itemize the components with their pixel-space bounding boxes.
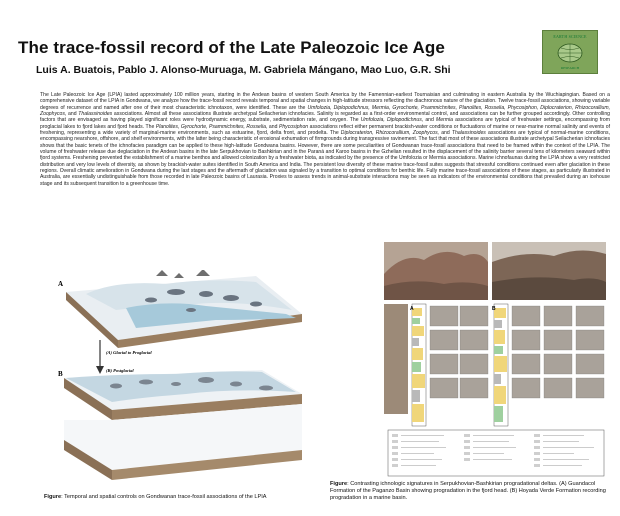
label-postglacial: (B) Postglacial bbox=[106, 368, 134, 373]
poster-title: The trace-fossil record of the Late Paleozoic Ice Age bbox=[18, 38, 445, 57]
abstract-taxon-names: Thalassinoides bbox=[451, 130, 486, 137]
figure-right-caption bbox=[330, 481, 616, 502]
figure-left-illustration bbox=[56, 270, 306, 485]
outcrop-photos-and-sections bbox=[384, 242, 606, 479]
figure-right-panel-b-label: B bbox=[492, 306, 496, 312]
abstract-sentence: and bbox=[439, 130, 452, 137]
logo-top-text: EARTH SCIENCE bbox=[553, 34, 587, 39]
globe-icon bbox=[551, 43, 589, 63]
figure-left-caption-label: Figure bbox=[44, 494, 62, 500]
abstract-taxon-names: Mermia bbox=[435, 117, 453, 124]
abstract-taxon-names: Diplocraterion, Rhizocorallium, Zoophycos, bbox=[340, 130, 440, 137]
abstract-taxon-names: Phycosiphon bbox=[278, 123, 309, 130]
abstract-sentence: and bbox=[66, 111, 79, 118]
abstract-sentence: The Late Paleozoic Ice Age (LPIA) lasted approximately 100 million years, starting in the Andean basins of western South America by the Famennian-earliest Tournaisian and culminating in eastern Australia by the Wuchiapingian. Based on a comprehensive dataset of the LPIA in Gondwana, we analyze how the trace-fossil record reveals temporal and spatial changes in high-latitude stressors reflecting the diachronous nature of the glaciation. Twelve trace-fossil associations, showing variable degrees of recurrence and named after one of their most characteristic ichnotaxon, were identified. These are the bbox=[40, 92, 610, 111]
journal-logo bbox=[542, 30, 598, 74]
author-list: Luis A. Buatois, Pablo J. Alonso-Muruaga, M. Gabriela Mángano, Mao Luo, G.R. Shi bbox=[36, 64, 451, 76]
abstract-sentence: associations reflect either permanent brackish-water conditions or fluctuations of marine or near-marine normal salinity and events of freshening, representing a wide variety of marginal-marine environments, such as estuarine, fjord, delta front, and prodelta. The bbox=[40, 123, 610, 137]
figure-right-panel-a-label: A bbox=[410, 306, 414, 312]
abstract-sentence: associations. Almost all these associations illustrate archetypal Seilacherian ichnofacies. Salinity is regarded as a first-order environmental control, and associations can be further grouped accordingly. Other controlling factors that are envisaged as having played significant roles were hydrodynamic energy, substrate, sedimentation rate, and oxygen. The bbox=[40, 111, 610, 124]
figure-right-caption-text: : Contrasting ichnologic signatures in Serpukhovian-Bashkirian progradational deltas. (A) Guandacol Formation of the Paganzo Basin showing progradation in the fjord head. (B) Hoyada Verde Formation recording progradation in a marine basin. bbox=[330, 481, 606, 501]
abstract-sentence: associations are typical of freshwater settings, encompassing from proglacial lakes to fjord lakes and fjord heads. The bbox=[40, 117, 610, 130]
abstract-sentence: associations are typical of normal-marine conditions, encompassing nearshore, offshore, and shelf environments, with the latter being characteristic of erosional exhumation of firmgrounds during transgressive ravinement. The fact that most of these associations illustrate archetypal Seilacherian ichnofacies shows that the basic tenets of the ichnofacies paradigm can be applied to these high-latitude Gondwana basins. However, there are some peculiarities of Gondwanan trace-fossil associations that need to be framed within the context of the LPIA. The volume of freshwater release due deglaciation in the Andean basins in the late Serpukhovian to Bashkirian and in the Paraná and Karoo basins in the Gzhelian resulted in the displacement of the salinity barrier several tens of kilometers seaward within fjord systems. Freshening prevented the establishment of a marine benthos and allowed colonization by a freshwater biota, as indicated by the presence of the Umfolozia or Mermia associations. Marine ichnofaunas during the LPIA show a very restricted distribution and very low levels of diversity, as shown by brackish-water suites identified in South America and India. The persistent low diversity of these marine trace-fossil suites suggests that stressful conditions continued even after glaciation in these regions. Overall climatic amelioration in Gondwana during the last stages and the aftermath of glaciation was signaled by a transition to optimal conditions for benthic life. Fully marine trace-fossil associations of these stages, as particularly illustrated in Australia, are essentially undistinguishable from those recorded in late Paleozoic basins of Laurasia. Proxies to assess trends in animal-substrate interactions may be seen as indicators of the environmental conditions that prevailed during an icehouse stage and its subsequent transition to a greenhouse time. bbox=[40, 130, 610, 187]
abstract-taxon-names: Umfolozia, Diplopodichnus, bbox=[360, 117, 424, 124]
abstract-taxon-names: Planolites, Gyrochorte, Psammichnites, Rosselia, bbox=[155, 123, 268, 130]
abstract-sentence: and bbox=[423, 117, 436, 124]
figure-left-caption bbox=[44, 494, 314, 501]
stratigraphic-column-a bbox=[410, 304, 426, 426]
figure-left-caption-text: : Temporal and spatial controls on Gondwanan trace-fossil associations of the LPIA bbox=[61, 494, 267, 500]
abstract-sentence: and bbox=[267, 123, 279, 130]
label-glacial-proglacial: (A) Glacial to Proglacial bbox=[106, 350, 152, 355]
figure-left-panel-a-label: A bbox=[58, 280, 64, 288]
abstract-taxon-names: Umfolozia, Diplopodichnus, Mermia, Gyrochorte, Psammichnites, Planolites, Rosselia, Phycosiphon, Diplocraterion, Rhizocorallium, Zoophycos, bbox=[40, 104, 610, 118]
figure-left-panel-b-label: B bbox=[58, 370, 63, 378]
abstract-text bbox=[40, 92, 610, 187]
abstract-taxon-names: Thalassinoides bbox=[78, 111, 113, 118]
gondwana-block-diagram bbox=[56, 270, 306, 485]
logo-bottom-text: RESEARCH bbox=[560, 66, 580, 70]
figure-right-outcrop-and-logs bbox=[384, 242, 606, 479]
stratigraphic-column-b bbox=[492, 304, 508, 426]
figure-right-caption-label: Figure bbox=[330, 481, 348, 487]
